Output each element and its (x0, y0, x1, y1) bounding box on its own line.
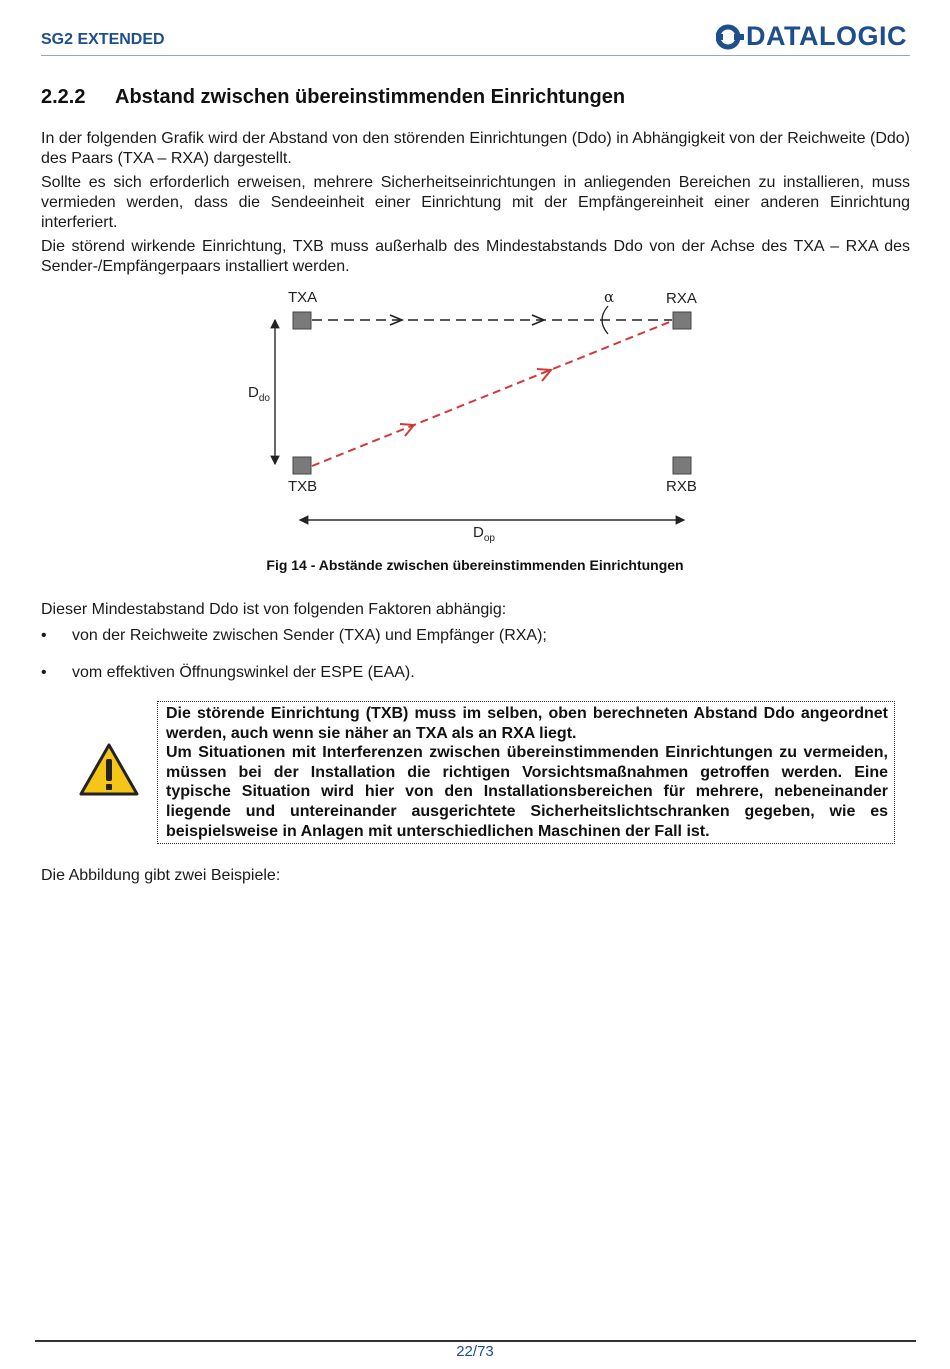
ddo-label: $D_{do}$ (248, 384, 270, 404)
paragraph-interference: Die störend wirkende Einrichtung, TXB muss außerhalb des Mindestabstands Ddo von der Achse des TXA – RXA des Sender-/Empfängerpaars installiert werden. (41, 238, 910, 275)
logo-text: DATALOGIC (746, 21, 907, 51)
section-title: Abstand zwischen übereinstimmenden Einrichtungen (115, 86, 626, 108)
rxb-device (673, 457, 691, 474)
bullet-icon: • (41, 627, 47, 644)
closing-paragraph: Die Abbildung gibt zwei Beispiele: (41, 867, 281, 884)
factors-intro: Dieser Mindestabstand Ddo ist von folgenden Faktoren abhängig: (41, 601, 507, 618)
txb-device (293, 457, 311, 474)
rxa-label: RXA (666, 290, 697, 307)
logo-mark-icon (716, 24, 746, 50)
rxb-label: RXB (666, 478, 697, 495)
warning-triangle-icon (78, 742, 140, 798)
warning-text-1: Die störende Einrichtung (TXB) muss im selben, oben berechneten Abstand Ddo angeordnet werden, auch wenn sie näher an TXA als an RXA liegt. (166, 705, 888, 742)
alpha-label: α (604, 288, 615, 306)
figure-caption: Fig 14 - Abstände zwischen übereinstimmenden Einrichtungen (266, 557, 684, 573)
distance-diagram (240, 284, 710, 554)
txa-device (293, 312, 311, 329)
section-number: 2.2.2 (41, 86, 86, 108)
warning-box (157, 701, 895, 844)
dop-label: $D_{op}$ (473, 524, 495, 544)
section-heading (41, 86, 625, 109)
txb-rxa-beam (312, 321, 672, 466)
paragraph-installation: Sollte es sich erforderlich erweisen, mehrere Sicherheitseinrichtungen in anliegenden Bereichen zu installieren, muss vermieden werden, dass die Sendeeinheit einer Einrichtung mit der Empfängereinheit einer anderen Einrichtung interferiert. (41, 174, 910, 231)
footer-divider (35, 1340, 916, 1342)
paragraph-intro: In der folgenden Grafik wird der Abstand von den störenden Einrichtungen (Ddo) in Abhängigkeit von der Reichweite (Ddo) des Paars (TXA – RXA) dargestellt. (41, 130, 910, 167)
bullet-icon: • (41, 664, 47, 681)
page-number: 22/73 (456, 1343, 494, 1360)
datalogic-logo (716, 21, 912, 51)
header-divider (41, 55, 910, 56)
txb-label: TXB (288, 478, 318, 495)
rxa-device (673, 312, 691, 329)
warning-text-2: Um Situationen mit Interferenzen zwischen übereinstimmenden Einrichtungen zu vermeiden, müssen bei der Installation die richtigen Vorsichtsmaßnahmen getroffen werden. Eine typische Situation wird hier von den Installationsbereichen für mehrere, nebeneinander liegende und untereinander ausgerichtete Sicherheitslichtschranken gegeben, wie es beispielsweise in Anlagen mit unterschiedlichen Maschinen der Fall ist. (166, 744, 888, 840)
document-header-title: SG2 EXTENDED (41, 31, 165, 48)
txa-label: TXA (288, 289, 318, 306)
txa-rxa-beam (312, 315, 672, 325)
